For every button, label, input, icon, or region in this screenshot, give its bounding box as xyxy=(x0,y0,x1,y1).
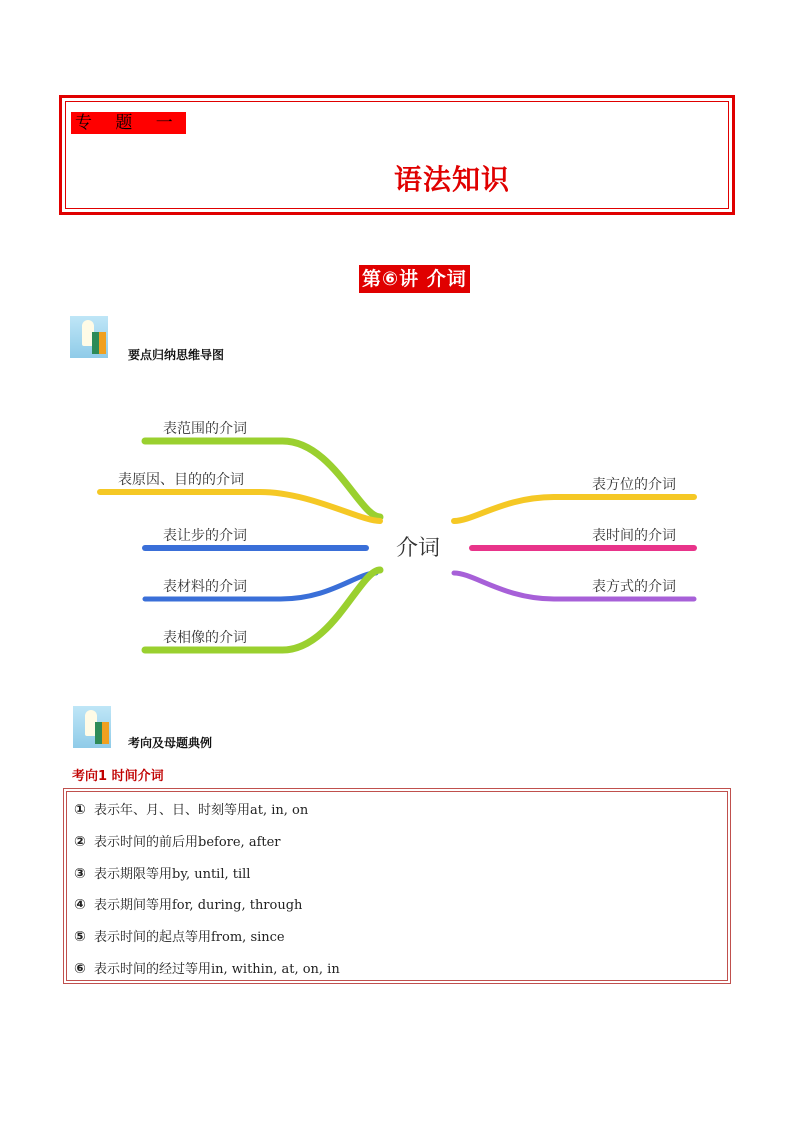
rules-box-inner-border xyxy=(66,791,728,981)
mindmap-branch-label: 表范围的介词 xyxy=(163,421,247,437)
rule-row xyxy=(74,894,302,913)
topic-badge: 专 题 一 xyxy=(71,112,186,134)
rule-number: ② xyxy=(74,834,86,850)
rules-box xyxy=(63,788,731,984)
mindmap-branch-label: 表原因、目的的介词 xyxy=(118,472,244,488)
section-label-mindmap: 要点归纳思维导图 xyxy=(128,348,225,362)
lecture-title: 第⑥讲 介词 xyxy=(359,265,470,293)
mindmap-branch-line xyxy=(100,492,380,521)
books-icon xyxy=(70,316,108,358)
rule-number: ③ xyxy=(74,866,86,882)
book-shape xyxy=(95,722,102,744)
rule-number: ① xyxy=(74,802,86,818)
rule-text: 表示期间等用for, during, through xyxy=(94,898,303,913)
rule-text: 表示时间的前后用before, after xyxy=(94,835,281,850)
subhead-time-prepositions: 考向1 时间介词 xyxy=(72,769,164,784)
book-shape xyxy=(102,722,109,744)
topic-header-box xyxy=(59,95,735,215)
mindmap xyxy=(90,405,710,665)
rule-row xyxy=(74,926,285,945)
books-icon xyxy=(73,706,111,748)
topic-title: 语法知识 xyxy=(394,163,511,196)
mindmap-branch-label: 表让步的介词 xyxy=(163,528,247,544)
section-label-examples: 考向及母题典例 xyxy=(128,736,213,750)
mindmap-branch-label: 表时间的介词 xyxy=(592,528,676,544)
rule-number: ⑤ xyxy=(74,929,86,945)
rule-number: ④ xyxy=(74,897,86,913)
mindmap-branch-line xyxy=(454,497,694,521)
rule-number: ⑥ xyxy=(74,961,86,977)
rule-row xyxy=(74,958,340,977)
rule-text: 表示时间的经过等用in, within, at, on, in xyxy=(94,962,340,977)
rule-row xyxy=(74,799,308,818)
rule-text: 表示期限等用by, until, till xyxy=(94,867,251,882)
mindmap-branch-label: 表方位的介词 xyxy=(592,477,676,493)
rule-text: 表示时间的起点等用from, since xyxy=(94,930,285,945)
mindmap-branch-label: 表相像的介词 xyxy=(163,630,247,646)
rule-row xyxy=(74,831,281,850)
book-shape xyxy=(92,332,99,354)
mindmap-branch-label: 表方式的介词 xyxy=(592,579,676,595)
book-shape xyxy=(99,332,106,354)
rule-row xyxy=(74,863,250,882)
rule-text: 表示年、月、日、时刻等用at, in, on xyxy=(94,803,309,818)
mindmap-center: 介词 xyxy=(395,536,441,561)
mindmap-branch-label: 表材料的介词 xyxy=(163,579,247,595)
